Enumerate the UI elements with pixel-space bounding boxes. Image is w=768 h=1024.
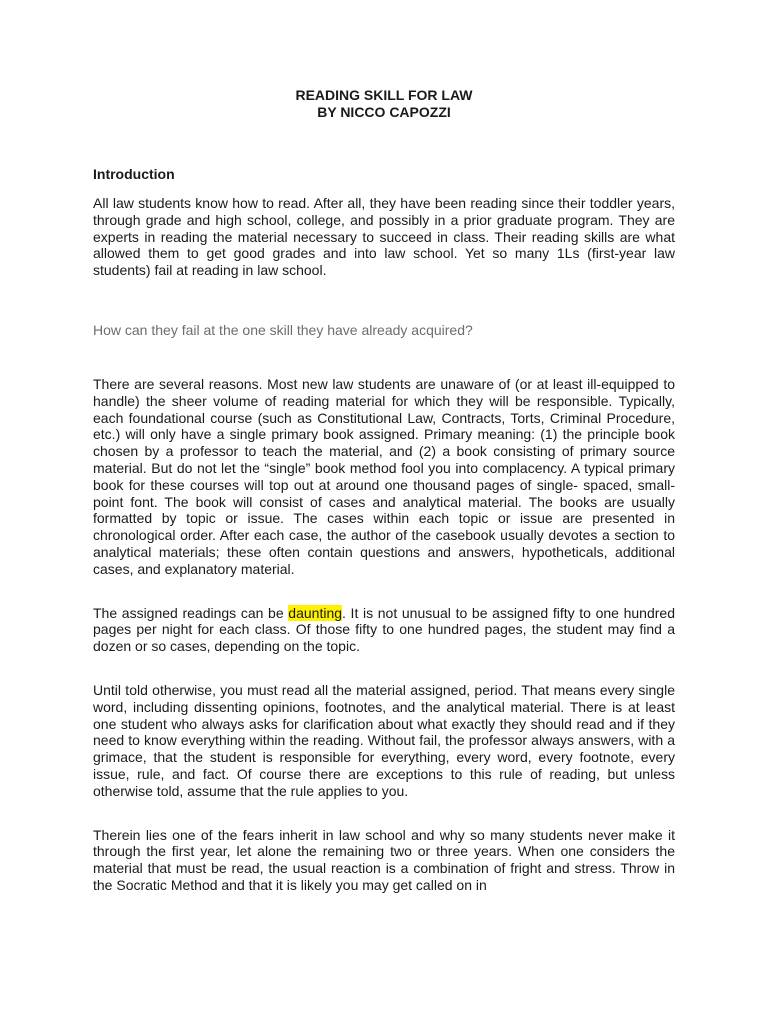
intro-paragraph: All law students know how to read. After all, they have been reading since their toddler years, through grade and high school, college, and possibly in a prior graduate program. They are experts in reading the material necessary to succeed in class. Their reading skills are what allowed them to get good grades and into law school. Yet so many 1Ls (first-year law students) fail at reading in law school.	[93, 195, 675, 279]
highlighted-word: daunting	[288, 604, 343, 621]
daunting-text-after: . It is not unusual to be assigned fifty to one hundred pages per night for each class. Of those fifty to one hundred pages, the student may find a dozen or so cases, depending on the topic.	[93, 604, 675, 655]
document-title-line2: BY NICCO CAPOZZI	[317, 104, 451, 120]
question-line: How can they fail at the one skill they have already acquired?	[93, 321, 473, 338]
reasons-paragraph: There are several reasons. Most new law students are unaware of (or at least ill-equipped to handle) the sheer volume of reading material for which they will be responsible. Typically, each foundational course (such as Constitutional Law, Contracts, Torts, Criminal Procedure, etc.) will only have a single primary book assigned. Primary meaning: (1) the principle book chosen by a professor to teach the material, and (2) a book consisting of primary source material. But do not let the “single” book method fool you into complacency. A typical primary book for these courses will top out at around one thousand pages of single- spaced, small-point font. The book will consist of cases and analytical material. The books are usually formatted by topic or issue. The cases within each topic or issue are presented in chronological order. After each case, the author of the casebook usually devotes a section to analytical materials; these often contain questions and answers, hypotheticals, additional cases, and explanatory material.	[93, 375, 675, 577]
introduction-heading: Introduction	[93, 166, 175, 182]
document-title-line1: READING SKILL FOR LAW	[295, 87, 473, 103]
daunting-text-before: The assigned readings can be	[93, 604, 289, 621]
therein-paragraph: Therein lies one of the fears inherit in law school and why so many students never make it through the first year, let alone the remaining two or three years. When one considers the material that must be read, the usual reaction is a combination of fright and stress. Throw in the Socratic Method and that it is likely you may get called on in	[93, 826, 675, 893]
daunting-paragraph	[93, 605, 675, 655]
until-paragraph: Until told otherwise, you must read all the material assigned, period. That means every single word, including dissenting opinions, footnotes, and the analytical material. There is at least one student who always asks for clarification about what exactly they should read and if they need to know everything within the reading. Without fail, the professor always answers, with a grimace, that the student is responsible for everything, every word, every footnote, every issue, rule, and fact. Of course there are exceptions to this rule of reading, but unless otherwise told, assume that the rule applies to you.	[93, 681, 675, 799]
